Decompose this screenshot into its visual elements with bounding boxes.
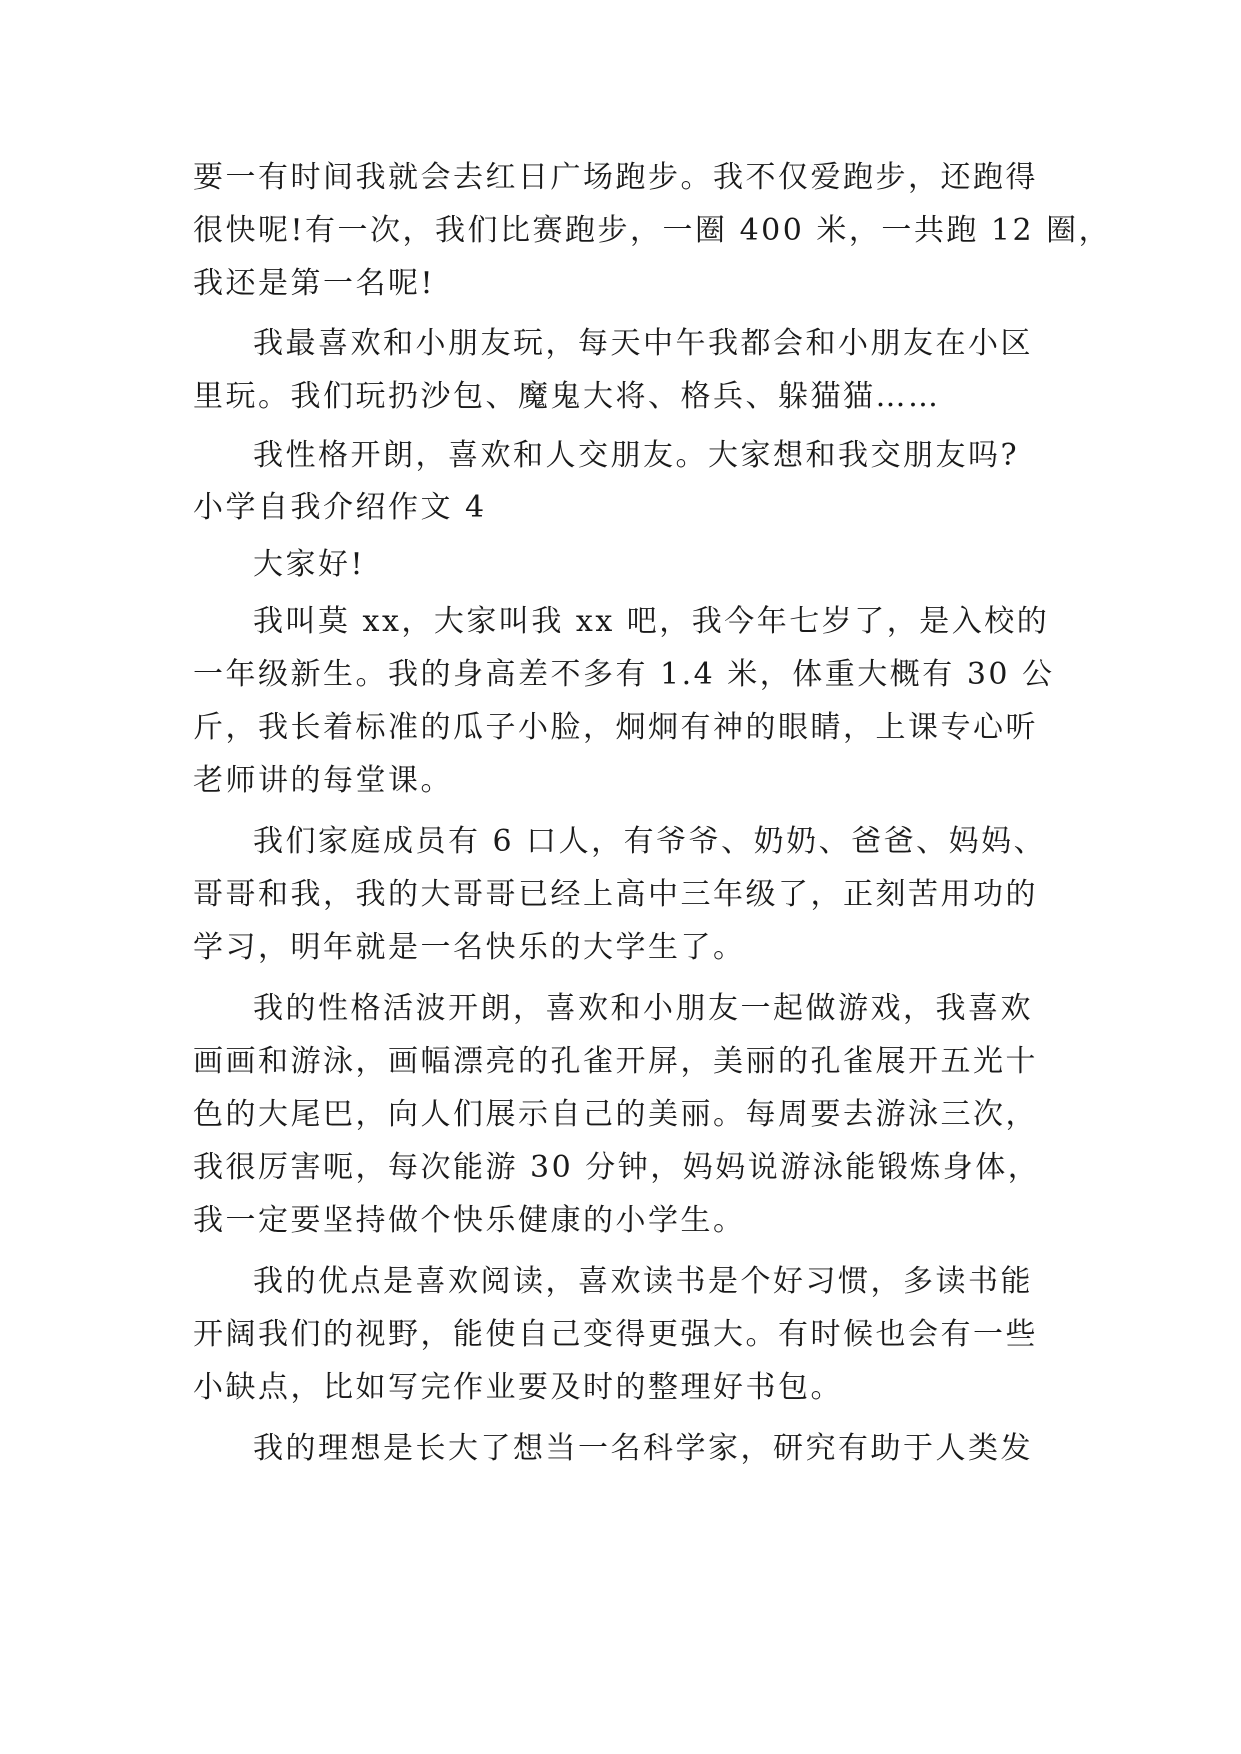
text-line: 画画和游泳，画幅漂亮的孔雀开屏，美丽的孔雀展开五光十 — [193, 1044, 1038, 1079]
text-line: 一年级新生。我的身高差不多有 1.4 米，体重大概有 30 公 — [193, 657, 1055, 692]
text-line: 开阔我们的视野，能使自己变得更强大。有时候也会有一些 — [193, 1317, 1038, 1352]
text-line: 我们家庭成员有 6 口人，有爷爷、奶奶、爸爸、妈妈、 — [253, 824, 1047, 859]
text-line: 老师讲的每堂课。 — [193, 763, 453, 798]
text-line: 我一定要坚持做个快乐健康的小学生。 — [193, 1203, 746, 1238]
text-line: 我的理想是长大了想当一名科学家，研究有助于人类发 — [253, 1431, 1033, 1466]
text-line: 我还是第一名呢! — [193, 266, 436, 301]
text-line: 我的优点是喜欢阅读，喜欢读书是个好习惯，多读书能 — [253, 1264, 1033, 1299]
text-line: 斤，我长着标准的瓜子小脸，炯炯有神的眼睛，上课专心听 — [193, 710, 1038, 745]
text-line: 大家好! — [253, 547, 366, 582]
text-line: 我叫莫 xx，大家叫我 xx 吧，我今年七岁了，是入校的 — [253, 604, 1050, 639]
text-line: 要一有时间我就会去红日广场跑步。我不仅爱跑步，还跑得 — [193, 160, 1038, 195]
text-line: 哥哥和我，我的大哥哥已经上高中三年级了，正刻苦用功的 — [193, 877, 1038, 912]
text-line: 学习，明年就是一名快乐的大学生了。 — [193, 930, 746, 965]
text-line: 小缺点，比如写完作业要及时的整理好书包。 — [193, 1370, 843, 1405]
section-heading: 小学自我介绍作文 4 — [193, 490, 487, 525]
text-line: 我很厉害呃，每次能游 30 分钟，妈妈说游泳能锻炼身体， — [193, 1150, 1041, 1185]
text-line: 色的大尾巴，向人们展示自己的美丽。每周要去游泳三次， — [193, 1097, 1038, 1132]
text-line: 我的性格活波开朗，喜欢和小朋友一起做游戏，我喜欢 — [253, 991, 1033, 1026]
text-line: 我最喜欢和小朋友玩，每天中午我都会和小朋友在小区 — [253, 326, 1033, 361]
text-line: 里玩。我们玩扔沙包、魔鬼大将、格兵、躲猫猫…… — [193, 379, 941, 414]
text-line: 我性格开朗，喜欢和人交朋友。大家想和我交朋友吗? — [253, 438, 1020, 473]
text-line: 很快呢!有一次，我们比赛跑步，一圈 400 米，一共跑 12 圈， — [193, 213, 1112, 248]
